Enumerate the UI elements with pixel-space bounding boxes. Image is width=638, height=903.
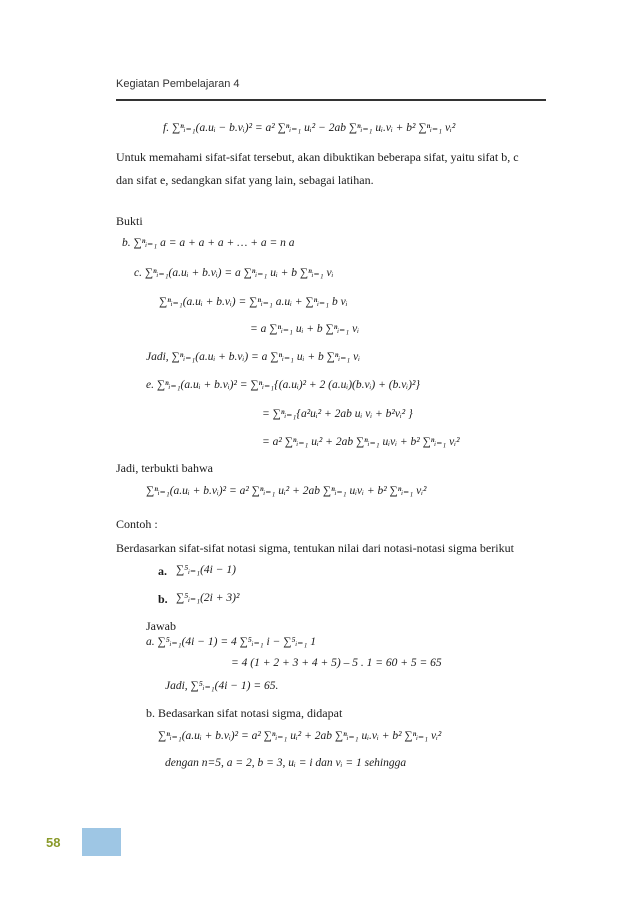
contoh-intro: Berdasarkan sifat-sifat notasi sigma, tentukan nilai dari notasi-notasi sigma berikut xyxy=(116,541,514,555)
proof-e-line-2: = ∑ⁿᵢ₌₁{a²uᵢ² + 2ab uᵢ vᵢ + b²vᵢ² } xyxy=(262,408,413,420)
answer-a-line-1: a. ∑⁵ᵢ₌₁(4i − 1) = 4 ∑⁵ᵢ₌₁ i − ∑⁵ᵢ₌₁ 1 xyxy=(146,636,316,648)
answer-b-given: dengan n=5, a = 2, b = 3, uᵢ = i dan vᵢ = 1 sehingga xyxy=(165,757,407,769)
property-f-formula: f. ∑ⁿᵢ₌₁(a.uᵢ − b.vᵢ)² = a² ∑ⁿᵢ₌₁ uᵢ² − 2ab ∑ⁿᵢ₌₁ uᵢ.vᵢ + b² ∑ⁿᵢ₌₁ vᵢ² xyxy=(163,122,456,134)
intro-text-line-2: dan sifat e, sedangkan sifat yang lain, sebagai latihan. xyxy=(116,173,374,187)
proof-b-formula: b. ∑ⁿᵢ₌₁ a = a + a + a + … + a = n a xyxy=(122,237,295,249)
terbukti-label: Jadi, terbukti bahwa xyxy=(116,461,213,475)
bukti-heading: Bukti xyxy=(116,214,143,228)
example-a-label: a. xyxy=(158,564,167,578)
answer-a-conclusion: Jadi, ∑⁵ᵢ₌₁(4i − 1) = 65. xyxy=(165,680,279,692)
intro-text-line-1: Untuk memahami sifat-sifat tersebut, akan dibuktikan beberapa sifat, yaitu sifat b, c xyxy=(116,150,519,164)
page-header-title: Kegiatan Pembelajaran 4 xyxy=(116,78,240,90)
example-b-formula: ∑⁵ᵢ₌₁(2i + 3)² xyxy=(176,592,240,604)
proof-c-line-3: = a ∑ⁿᵢ₌₁ uᵢ + b ∑ⁿᵢ₌₁ vᵢ xyxy=(250,323,360,335)
header-rule xyxy=(116,99,546,101)
example-a-formula: ∑⁵ᵢ₌₁(4i − 1) xyxy=(176,564,236,576)
example-b-label: b. xyxy=(158,592,168,606)
proof-e-line-3: = a² ∑ⁿᵢ₌₁ uᵢ² + 2ab ∑ⁿᵢ₌₁ uᵢvᵢ + b² ∑ⁿᵢ₌₁ vᵢ² xyxy=(262,436,460,448)
proof-c-line-1: c. ∑ⁿᵢ₌₁(a.uᵢ + b.vᵢ) = a ∑ⁿᵢ₌₁ uᵢ + b ∑ⁿᵢ₌₁ vᵢ xyxy=(134,267,334,279)
proof-c-conclusion: Jadi, ∑ⁿᵢ₌₁(a.uᵢ + b.vᵢ) = a ∑ⁿᵢ₌₁ uᵢ + b ∑ⁿᵢ₌₁ vᵢ xyxy=(146,351,361,363)
page-number: 58 xyxy=(46,835,61,850)
page-number-box xyxy=(82,828,121,856)
answer-b-formula: ∑ⁿᵢ₌₁(a.uᵢ + b.vᵢ)² = a² ∑ⁿᵢ₌₁ uᵢ² + 2ab ∑ⁿᵢ₌₁ uᵢ.vᵢ + b² ∑ⁿᵢ₌₁ vᵢ² xyxy=(158,730,442,742)
answer-b-line-1: b. Bedasarkan sifat notasi sigma, didapat xyxy=(146,706,343,720)
proof-c-line-2: ∑ⁿᵢ₌₁(a.uᵢ + b.vᵢ) = ∑ⁿᵢ₌₁ a.uᵢ + ∑ⁿᵢ₌₁ b vᵢ xyxy=(159,296,348,308)
proof-e-line-1: e. ∑ⁿᵢ₌₁(a.uᵢ + b.vᵢ)² = ∑ⁿᵢ₌₁{(a.uᵢ)² + 2 (a.uᵢ)(b.vᵢ) + (b.vᵢ)²} xyxy=(146,379,421,391)
jawab-heading: Jawab xyxy=(146,619,176,633)
terbukti-formula: ∑ⁿᵢ₌₁(a.uᵢ + b.vᵢ)² = a² ∑ⁿᵢ₌₁ uᵢ² + 2ab ∑ⁿᵢ₌₁ uᵢvᵢ + b² ∑ⁿᵢ₌₁ vᵢ² xyxy=(146,485,427,497)
answer-a-line-2: = 4 (1 + 2 + 3 + 4 + 5) – 5 . 1 = 60 + 5 = 65 xyxy=(231,657,442,669)
contoh-heading: Contoh : xyxy=(116,517,158,531)
